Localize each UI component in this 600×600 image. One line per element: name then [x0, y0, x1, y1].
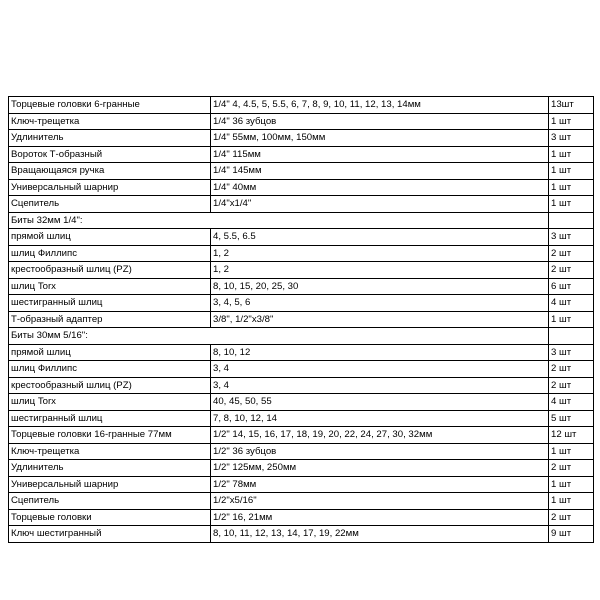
empty-cell	[549, 212, 594, 229]
item-name-cell: Удлинитель	[9, 460, 211, 477]
item-qty-cell: 2 шт	[549, 460, 594, 477]
item-spec-cell: 1/2"x5/16"	[211, 493, 549, 510]
item-name-cell: Ключ-трещетка	[9, 113, 211, 130]
table-row	[9, 427, 594, 444]
empty-cell	[211, 328, 549, 345]
item-qty-cell: 5 шт	[549, 410, 594, 427]
item-qty-cell: 2 шт	[549, 361, 594, 378]
item-spec-cell: 1/2" 16, 21мм	[211, 509, 549, 526]
table-row	[9, 526, 594, 543]
table-row	[9, 278, 594, 295]
item-spec-cell: 3, 4	[211, 361, 549, 378]
item-spec-cell: 1/4" 36 зубцов	[211, 113, 549, 130]
table-row	[9, 493, 594, 510]
table-row	[9, 97, 594, 114]
item-spec-cell: 1/4" 145мм	[211, 163, 549, 180]
section-title: Биты 30мм 5/16":	[9, 328, 211, 345]
item-name-cell: Сцепитель	[9, 196, 211, 213]
item-name-cell: Вращающаяся ручка	[9, 163, 211, 180]
table-row	[9, 245, 594, 262]
item-name-cell: крестообразный шлиц (PZ)	[9, 262, 211, 279]
item-qty-cell: 6 шт	[549, 278, 594, 295]
item-qty-cell: 13шт	[549, 97, 594, 114]
item-spec-cell: 1/4" 40мм	[211, 179, 549, 196]
item-qty-cell: 3 шт	[549, 229, 594, 246]
item-name-cell: Вороток Т-образный	[9, 146, 211, 163]
table-row	[9, 443, 594, 460]
item-name-cell: крестообразный шлиц (PZ)	[9, 377, 211, 394]
item-qty-cell: 1 шт	[549, 493, 594, 510]
item-name-cell: шлиц Torx	[9, 394, 211, 411]
item-spec-cell: 1/4" 115мм	[211, 146, 549, 163]
item-qty-cell: 3 шт	[549, 344, 594, 361]
table-row	[9, 262, 594, 279]
item-name-cell: Торцевые головки	[9, 509, 211, 526]
item-qty-cell: 2 шт	[549, 377, 594, 394]
table-row	[9, 344, 594, 361]
table-row	[9, 113, 594, 130]
item-name-cell: шлиц Филлипс	[9, 245, 211, 262]
item-spec-cell: 1, 2	[211, 245, 549, 262]
table-row	[9, 361, 594, 378]
item-spec-cell: 8, 10, 12	[211, 344, 549, 361]
item-qty-cell: 9 шт	[549, 526, 594, 543]
table-row	[9, 394, 594, 411]
item-name-cell: шлиц Филлипс	[9, 361, 211, 378]
item-spec-cell: 8, 10, 11, 12, 13, 14, 17, 19, 22мм	[211, 526, 549, 543]
item-name-cell: шестигранный шлиц	[9, 410, 211, 427]
item-qty-cell: 1 шт	[549, 476, 594, 493]
item-name-cell: прямой шлиц	[9, 344, 211, 361]
item-name-cell: Универсальный шарнир	[9, 476, 211, 493]
item-spec-cell: 40, 45, 50, 55	[211, 394, 549, 411]
item-qty-cell: 4 шт	[549, 394, 594, 411]
item-qty-cell: 3 шт	[549, 130, 594, 147]
table-row	[9, 509, 594, 526]
item-name-cell: Ключ-трещетка	[9, 443, 211, 460]
item-qty-cell: 2 шт	[549, 245, 594, 262]
item-name-cell: Ключ шестигранный	[9, 526, 211, 543]
section-title: Биты 32мм 1/4":	[9, 212, 211, 229]
table-row	[9, 229, 594, 246]
item-spec-cell: 1/2" 78мм	[211, 476, 549, 493]
table-row	[9, 163, 594, 180]
empty-cell	[211, 212, 549, 229]
item-spec-cell: 1/4"x1/4"	[211, 196, 549, 213]
section-header-row	[9, 212, 594, 229]
item-name-cell: прямой шлиц	[9, 229, 211, 246]
item-name-cell: Удлинитель	[9, 130, 211, 147]
empty-cell	[549, 328, 594, 345]
table-row	[9, 377, 594, 394]
section-header-row	[9, 328, 594, 345]
item-spec-cell: 1/4" 4, 4.5, 5, 5.5, 6, 7, 8, 9, 10, 11, 12, 13, 14мм	[211, 97, 549, 114]
item-name-cell: Торцевые головки 6-гранные	[9, 97, 211, 114]
specification-table	[8, 96, 594, 543]
item-name-cell: Т-образный адаптер	[9, 311, 211, 328]
item-name-cell: Торцевые головки 16-гранные 77мм	[9, 427, 211, 444]
item-qty-cell: 1 шт	[549, 146, 594, 163]
item-spec-cell: 3, 4, 5, 6	[211, 295, 549, 312]
item-qty-cell: 4 шт	[549, 295, 594, 312]
item-spec-cell: 1/2" 14, 15, 16, 17, 18, 19, 20, 22, 24, 27, 30, 32мм	[211, 427, 549, 444]
item-qty-cell: 2 шт	[549, 262, 594, 279]
table-row	[9, 311, 594, 328]
item-name-cell: шлиц Torx	[9, 278, 211, 295]
item-qty-cell: 1 шт	[549, 311, 594, 328]
item-qty-cell: 12 шт	[549, 427, 594, 444]
table-row	[9, 196, 594, 213]
item-qty-cell: 1 шт	[549, 113, 594, 130]
item-qty-cell: 1 шт	[549, 163, 594, 180]
item-spec-cell: 1/4" 55мм, 100мм, 150мм	[211, 130, 549, 147]
item-spec-cell: 3/8", 1/2"x3/8"	[211, 311, 549, 328]
tool-set-spec-sheet	[8, 96, 593, 543]
item-spec-cell: 1/2" 36 зубцов	[211, 443, 549, 460]
item-qty-cell: 1 шт	[549, 179, 594, 196]
table-row	[9, 295, 594, 312]
item-spec-cell: 1, 2	[211, 262, 549, 279]
item-name-cell: шестигранный шлиц	[9, 295, 211, 312]
table-row	[9, 410, 594, 427]
item-spec-cell: 1/2" 125мм, 250мм	[211, 460, 549, 477]
table-row	[9, 130, 594, 147]
item-name-cell: Сцепитель	[9, 493, 211, 510]
item-qty-cell: 1 шт	[549, 443, 594, 460]
table-row	[9, 460, 594, 477]
item-spec-cell: 3, 4	[211, 377, 549, 394]
specification-table-body	[9, 97, 594, 543]
item-qty-cell: 2 шт	[549, 509, 594, 526]
item-spec-cell: 8, 10, 15, 20, 25, 30	[211, 278, 549, 295]
item-spec-cell: 7, 8, 10, 12, 14	[211, 410, 549, 427]
table-row	[9, 476, 594, 493]
item-name-cell: Универсальный шарнир	[9, 179, 211, 196]
item-qty-cell: 1 шт	[549, 196, 594, 213]
item-spec-cell: 4, 5.5, 6.5	[211, 229, 549, 246]
table-row	[9, 146, 594, 163]
table-row	[9, 179, 594, 196]
